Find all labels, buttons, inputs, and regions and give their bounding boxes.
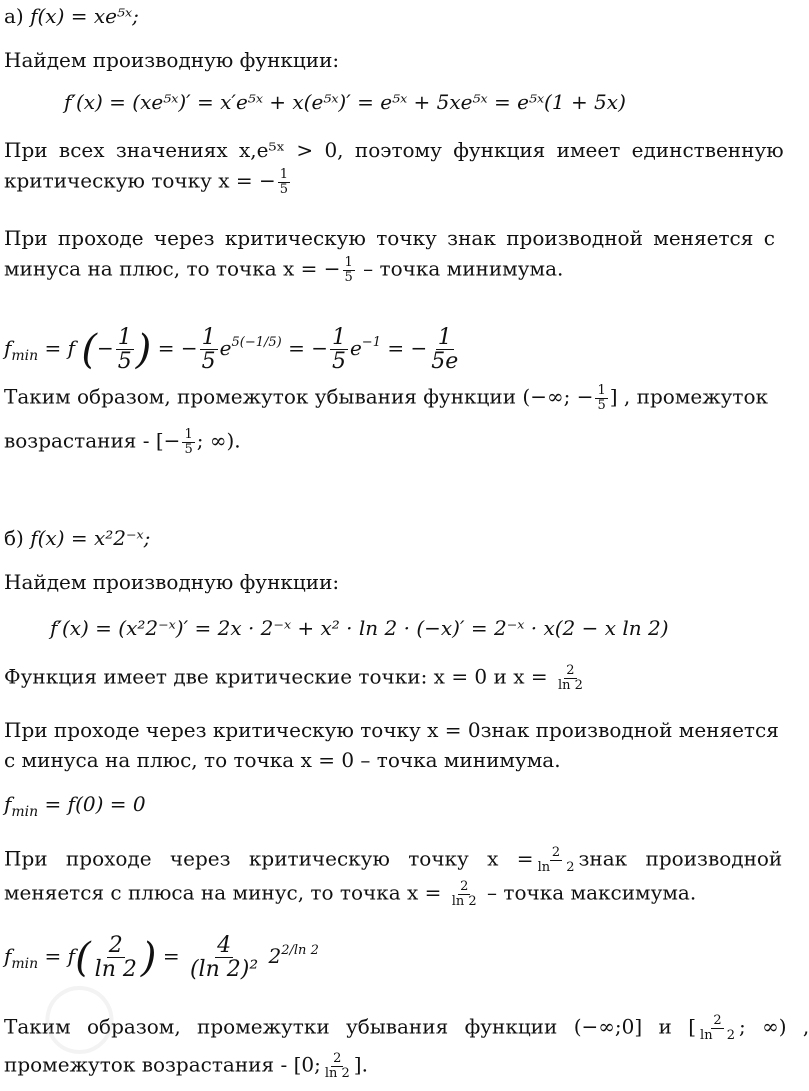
fraction: $\frac{2}{\ln 2}$ xyxy=(94,933,137,983)
fraction: $\frac{2}{\ln 2}$ xyxy=(324,1051,350,1081)
part-a-text1-line1: При всех значениях x,e⁵ˣ > 0, поэтому функция имеет единственную xyxy=(4,138,784,162)
part-b-label: б) f(x) = x²2⁻ˣ; xyxy=(4,526,151,550)
part-b-text1-line1: При проходе через критическую точку x = 0знак производной меняется xyxy=(4,718,779,742)
part-a-heading: Найдем производную функции: xyxy=(4,48,340,72)
fraction: $\frac{1}{5}$ xyxy=(597,383,606,413)
fraction: $\frac{1}{5}$ xyxy=(331,325,346,375)
fraction: $\frac{1}{5}$ xyxy=(279,167,289,197)
part-b-conclusion-line1: Таким образом, промежутки убывания функции (−∞;0] и [ $\frac{2}{\ln 2}$ ; ∞) , xyxy=(4,1013,809,1043)
fraction: $\frac{2}{\ln 2}$ xyxy=(537,845,575,875)
part-b-critical-points: Функция имеет две критические точки: x = 0 и x = $\frac{2}{\ln 2}$ xyxy=(4,663,583,693)
fraction: $\frac{1}{5}$ xyxy=(117,325,132,375)
fraction: $\frac{4}{\text{(ln 2)²}}$ xyxy=(189,933,259,983)
part-b-function: f(x) = x²2⁻ˣ; xyxy=(30,526,151,550)
part-a-label: а) f(x) = xe⁵ˣ; xyxy=(4,4,139,28)
part-a-text1-line2: критическую точку x = − $\frac{1}{5}$ xyxy=(4,167,289,197)
part-b-text2-line1: При проходе через критическую точку x = $\frac{2}{\ln 2}$ знак производной xyxy=(4,845,783,875)
part-a-fmin: $f_{min} = f$ (− $\frac{1}{5}$ ) = − $\frac{1}{5}$ $e^{5(-1/5)}$ = − $\frac{1}{5}$ $e^{-1}$ = − $\frac{1}{5e}$ xyxy=(4,325,459,375)
part-a-derivative: f′(x) = (xe⁵ˣ)′ = x′e⁵ˣ + x(e⁵ˣ)′ = e⁵ˣ + 5xe⁵ˣ = e⁵ˣ(1 + 5x) xyxy=(64,90,626,114)
part-a-text2-line2: минуса на плюс, то точка x = − $\frac{1}{5}$ – точка минимума. xyxy=(4,255,564,285)
part-b-text2-line2: меняется с плюса на минус, то точка x = $\frac{2}{\ln 2}$ – точка максимума. xyxy=(4,879,697,909)
part-b-derivative: f′(x) = (x²2⁻ˣ)′ = 2x · 2⁻ˣ + x² · ln 2 · (−x)′ = 2⁻ˣ · x(2 − x ln 2) xyxy=(50,616,669,640)
fraction: $\frac{2}{\ln 2}$ xyxy=(700,1013,735,1043)
part-b-fmax: $f_{min} = f$( $\frac{2}{\ln 2}$ ) = $\frac{4}{\text{(ln 2)²}}$ $2^{2/ln 2}$ xyxy=(4,933,319,983)
part-a-text2-line1: При проходе через критическую точку знак производной меняется с xyxy=(4,226,775,250)
part-b-text1-line2: с минуса на плюс, то точка x = 0 – точка минимума. xyxy=(4,748,561,772)
fraction: $\frac{2}{\ln 2}$ xyxy=(451,879,477,909)
fraction: $\frac{2}{\ln 2}$ xyxy=(557,663,583,693)
part-b-heading: Найдем производную функции: xyxy=(4,570,340,594)
part-b-conclusion-line2: промежуток возрастания - [0; $\frac{2}{\ln 2}$ ]. xyxy=(4,1051,368,1081)
part-a-function: f(x) = xe⁵ˣ; xyxy=(30,4,139,28)
fraction: $\frac{1}{5}$ xyxy=(184,427,193,457)
part-a-conclusion-line2: возрастания - [− $\frac{1}{5}$ ; ∞). xyxy=(4,427,241,457)
part-b-fmin: $f_{min} = f(0) = 0$ xyxy=(4,792,146,820)
fraction: $\frac{1}{5}$ xyxy=(344,255,353,285)
part-a-conclusion-line1: Таким образом, промежуток убывания функции (−∞; − $\frac{1}{5}$ ] , промежуток xyxy=(4,383,768,413)
fraction: $\frac{1}{5e}$ xyxy=(431,325,459,375)
fraction: $\frac{1}{5}$ xyxy=(201,325,216,375)
